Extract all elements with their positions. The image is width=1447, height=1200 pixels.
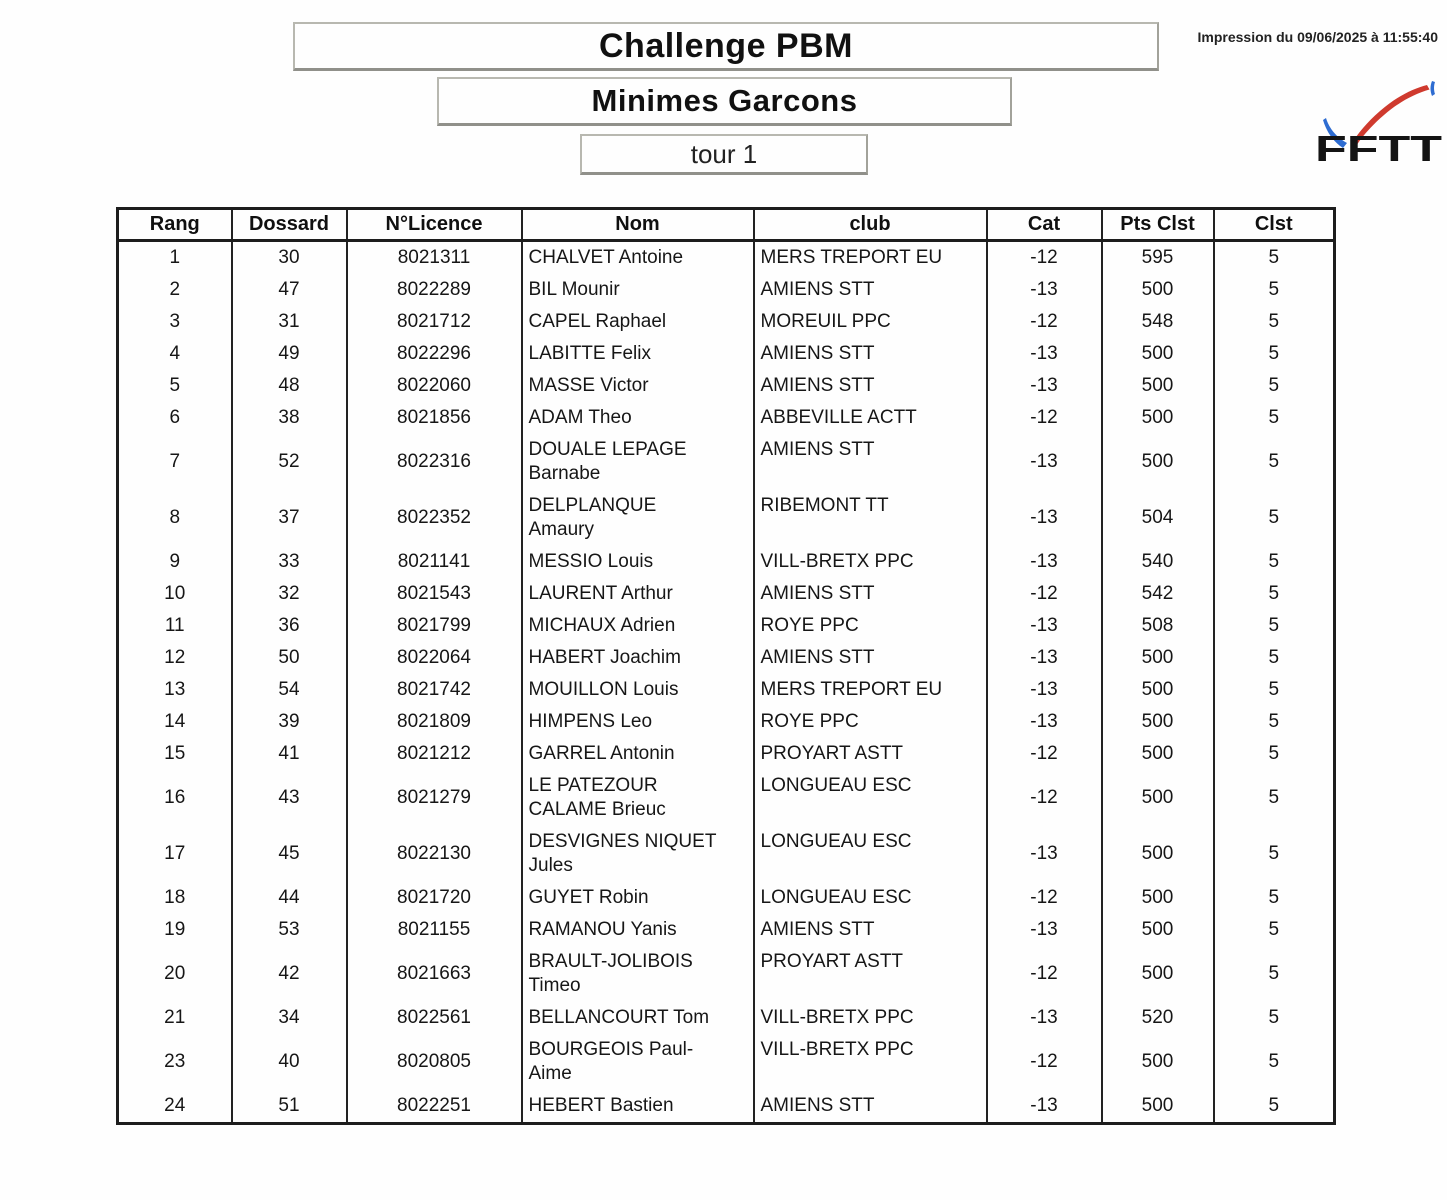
cell-licence: 8021212 [347, 738, 522, 770]
cell-dossard: 49 [232, 338, 347, 370]
subtitle-box [437, 77, 1012, 126]
table-row [118, 826, 1335, 882]
column-header-pts: Pts Clst [1102, 209, 1214, 241]
cell-clst: 5 [1214, 274, 1335, 306]
table-row [118, 610, 1335, 642]
cell-licence: 8022130 [347, 826, 522, 882]
cell-dossard: 38 [232, 402, 347, 434]
cell-rang: 20 [164, 963, 186, 984]
table-row [118, 490, 1335, 546]
cell-licence: 8022289 [347, 274, 522, 306]
cell-dossard: 44 [232, 882, 347, 914]
cell-dossard: 33 [232, 546, 347, 578]
cell-licence: 8021141 [347, 546, 522, 578]
cell-pts: 500 [1102, 274, 1214, 306]
cell-cat: -12 [987, 946, 1102, 1002]
cell-cat: -12 [987, 402, 1102, 434]
cell-nom: DELPLANQUE Amaury [522, 490, 754, 546]
cell-dossard: 45 [232, 826, 347, 882]
cell-clst: 5 [1214, 338, 1335, 370]
cell-dossard: 53 [232, 914, 347, 946]
cell-dossard: 43 [232, 770, 347, 826]
cell-dossard: 37 [232, 490, 347, 546]
print-timestamp: Impression du 09/06/2025 à 11:55:40 [1197, 29, 1438, 45]
cell-nom: LAURENT Arthur [522, 578, 754, 610]
cell-club: VILL-BRETX PPC [754, 1034, 987, 1090]
cell-pts: 500 [1102, 1034, 1214, 1090]
cell-rang: 9 [169, 551, 181, 572]
cell-rang: 13 [164, 679, 186, 700]
page-subtitle: Minimes Garcons [591, 83, 858, 118]
table-body [118, 241, 1335, 1124]
cell-cat: -12 [987, 882, 1102, 914]
cell-rang: 19 [164, 919, 186, 940]
column-header-clst: Clst [1214, 209, 1335, 241]
cell-cat: -13 [987, 434, 1102, 490]
cell-club: AMIENS STT [754, 578, 987, 610]
cell-club: ABBEVILLE ACTT [754, 402, 987, 434]
cell-pts: 500 [1102, 738, 1214, 770]
cell-rang: 4 [169, 343, 181, 364]
table-row [118, 914, 1335, 946]
title-box [293, 22, 1159, 71]
cell-licence: 8021856 [347, 402, 522, 434]
column-header-club: club [754, 209, 987, 241]
cell-licence: 8021712 [347, 306, 522, 338]
cell-rang: 3 [169, 311, 181, 332]
cell-club: RIBEMONT TT [754, 490, 987, 546]
cell-pts: 500 [1102, 674, 1214, 706]
cell-rang: 15 [164, 743, 186, 764]
cell-pts: 595 [1102, 241, 1214, 275]
cell-nom: CAPEL Raphael [522, 306, 754, 338]
cell-club: AMIENS STT [754, 370, 987, 402]
table-header [118, 209, 1335, 241]
cell-nom: GUYET Robin [522, 882, 754, 914]
cell-nom: DESVIGNES NIQUET Jules [522, 826, 754, 882]
table-row [118, 738, 1335, 770]
cell-clst: 5 [1214, 546, 1335, 578]
table-row [118, 882, 1335, 914]
cell-nom: ADAM Theo [522, 402, 754, 434]
cell-club: LONGUEAU ESC [754, 882, 987, 914]
cell-dossard: 51 [232, 1090, 347, 1124]
fftt-logo-icon [1314, 80, 1444, 164]
cell-club: LONGUEAU ESC [754, 770, 987, 826]
column-header-nom: Nom [522, 209, 754, 241]
cell-clst: 5 [1214, 826, 1335, 882]
table-row [118, 770, 1335, 826]
cell-cat: -13 [987, 1090, 1102, 1124]
cell-club: MOREUIL PPC [754, 306, 987, 338]
cell-nom: HIMPENS Leo [522, 706, 754, 738]
cell-club: MERS TREPORT EU [754, 241, 987, 275]
cell-pts: 500 [1102, 914, 1214, 946]
cell-licence: 8022352 [347, 490, 522, 546]
cell-licence: 8021543 [347, 578, 522, 610]
cell-club: PROYART ASTT [754, 738, 987, 770]
column-header-cat: Cat [987, 209, 1102, 241]
cell-nom: RAMANOU Yanis [522, 914, 754, 946]
cell-licence: 8022060 [347, 370, 522, 402]
cell-licence: 8022561 [347, 1002, 522, 1034]
cell-cat: -12 [987, 306, 1102, 338]
cell-clst: 5 [1214, 610, 1335, 642]
cell-cat: -13 [987, 338, 1102, 370]
cell-clst: 5 [1214, 674, 1335, 706]
cell-nom: HABERT Joachim [522, 642, 754, 674]
cell-cat: -13 [987, 914, 1102, 946]
table-row [118, 642, 1335, 674]
cell-pts: 500 [1102, 402, 1214, 434]
cell-cat: -13 [987, 610, 1102, 642]
cell-club: AMIENS STT [754, 274, 987, 306]
cell-rang: 2 [169, 279, 181, 300]
cell-clst: 5 [1214, 882, 1335, 914]
cell-cat: -13 [987, 490, 1102, 546]
cell-club: AMIENS STT [754, 1090, 987, 1124]
cell-pts: 500 [1102, 706, 1214, 738]
cell-licence: 8021155 [347, 914, 522, 946]
cell-club: LONGUEAU ESC [754, 826, 987, 882]
cell-club: ROYE PPC [754, 706, 987, 738]
cell-pts: 500 [1102, 1090, 1214, 1124]
fftt-logo [1314, 80, 1444, 164]
cell-dossard: 40 [232, 1034, 347, 1090]
cell-clst: 5 [1214, 1002, 1335, 1034]
cell-pts: 500 [1102, 434, 1214, 490]
cell-licence: 8022296 [347, 338, 522, 370]
cell-rang: 18 [164, 887, 186, 908]
table-row [118, 338, 1335, 370]
cell-cat: -12 [987, 738, 1102, 770]
cell-clst: 5 [1214, 706, 1335, 738]
cell-rang: 10 [164, 583, 186, 604]
cell-cat: -13 [987, 642, 1102, 674]
table-row [118, 546, 1335, 578]
table-row [118, 1034, 1335, 1090]
table-row [118, 241, 1335, 275]
cell-dossard: 48 [232, 370, 347, 402]
cell-dossard: 31 [232, 306, 347, 338]
table-row [118, 578, 1335, 610]
cell-rang: 5 [169, 375, 181, 396]
cell-nom: BRAULT-JOLIBOIS Timeo [522, 946, 754, 1002]
cell-dossard: 36 [232, 610, 347, 642]
cell-club: VILL-BRETX PPC [754, 546, 987, 578]
cell-nom: GARREL Antonin [522, 738, 754, 770]
cell-club: MERS TREPORT EU [754, 674, 987, 706]
cell-nom: LABITTE Felix [522, 338, 754, 370]
cell-pts: 548 [1102, 306, 1214, 338]
cell-licence: 8021311 [347, 241, 522, 275]
table-row [118, 946, 1335, 1002]
cell-nom: LE PATEZOUR CALAME Brieuc [522, 770, 754, 826]
cell-dossard: 42 [232, 946, 347, 1002]
cell-nom: BOURGEOIS Paul- Aime [522, 1034, 754, 1090]
table-row [118, 706, 1335, 738]
cell-dossard: 47 [232, 274, 347, 306]
cell-pts: 520 [1102, 1002, 1214, 1034]
cell-dossard: 54 [232, 674, 347, 706]
cell-clst: 5 [1214, 738, 1335, 770]
cell-cat: -12 [987, 1034, 1102, 1090]
cell-club: AMIENS STT [754, 434, 987, 490]
cell-pts: 500 [1102, 882, 1214, 914]
cell-pts: 540 [1102, 546, 1214, 578]
table-row [118, 1090, 1335, 1124]
cell-pts: 500 [1102, 770, 1214, 826]
cell-licence: 8021720 [347, 882, 522, 914]
table-row [118, 274, 1335, 306]
cell-cat: -13 [987, 1002, 1102, 1034]
cell-nom: BELLANCOURT Tom [522, 1002, 754, 1034]
cell-clst: 5 [1214, 490, 1335, 546]
cell-club: VILL-BRETX PPC [754, 1002, 987, 1034]
cell-dossard: 50 [232, 642, 347, 674]
cell-pts: 500 [1102, 642, 1214, 674]
cell-nom: MESSIO Louis [522, 546, 754, 578]
cell-club: AMIENS STT [754, 338, 987, 370]
cell-nom: MICHAUX Adrien [522, 610, 754, 642]
cell-rang: 1 [169, 247, 181, 268]
logo-wordmark: FFTT [1315, 128, 1443, 164]
cell-club: AMIENS STT [754, 914, 987, 946]
cell-licence: 8021663 [347, 946, 522, 1002]
cell-cat: -13 [987, 274, 1102, 306]
cell-clst: 5 [1214, 306, 1335, 338]
cell-cat: -12 [987, 241, 1102, 275]
cell-clst: 5 [1214, 1090, 1335, 1124]
cell-licence: 8021279 [347, 770, 522, 826]
round-label: tour 1 [690, 138, 758, 169]
cell-rang: 14 [164, 711, 186, 732]
logo-blue-accent [1431, 81, 1436, 96]
cell-clst: 5 [1214, 434, 1335, 490]
cell-cat: -12 [987, 578, 1102, 610]
cell-clst: 5 [1214, 578, 1335, 610]
cell-clst: 5 [1214, 370, 1335, 402]
cell-cat: -13 [987, 546, 1102, 578]
cell-licence: 8020805 [347, 1034, 522, 1090]
cell-dossard: 34 [232, 1002, 347, 1034]
page-title: Challenge PBM [599, 26, 853, 65]
cell-cat: -13 [987, 706, 1102, 738]
cell-dossard: 39 [232, 706, 347, 738]
cell-dossard: 32 [232, 578, 347, 610]
column-header-licence: N°Licence [347, 209, 522, 241]
table-row [118, 434, 1335, 490]
cell-cat: -13 [987, 370, 1102, 402]
cell-pts: 504 [1102, 490, 1214, 546]
cell-licence: 8022251 [347, 1090, 522, 1124]
table-row [118, 1002, 1335, 1034]
cell-dossard: 41 [232, 738, 347, 770]
cell-rang: 11 [164, 615, 185, 636]
cell-clst: 5 [1214, 946, 1335, 1002]
table-row [118, 402, 1335, 434]
cell-licence: 8022064 [347, 642, 522, 674]
cell-rang: 16 [164, 787, 186, 808]
cell-clst: 5 [1214, 770, 1335, 826]
cell-rang: 7 [169, 451, 181, 472]
column-header-dossard: Dossard [232, 209, 347, 241]
ranking-table-container [116, 207, 1336, 1125]
cell-rang: 24 [164, 1095, 186, 1116]
cell-pts: 508 [1102, 610, 1214, 642]
cell-club: ROYE PPC [754, 610, 987, 642]
cell-pts: 542 [1102, 578, 1214, 610]
table-row [118, 674, 1335, 706]
cell-rang: 23 [164, 1051, 186, 1072]
cell-licence: 8022316 [347, 434, 522, 490]
cell-clst: 5 [1214, 241, 1335, 275]
cell-rang: 12 [164, 647, 186, 668]
cell-nom: BIL Mounir [522, 274, 754, 306]
cell-rang: 21 [164, 1007, 186, 1028]
cell-licence: 8021809 [347, 706, 522, 738]
cell-licence: 8021799 [347, 610, 522, 642]
cell-clst: 5 [1214, 914, 1335, 946]
cell-clst: 5 [1214, 642, 1335, 674]
cell-rang: 17 [164, 843, 186, 864]
cell-clst: 5 [1214, 402, 1335, 434]
cell-nom: MASSE Victor [522, 370, 754, 402]
cell-club: AMIENS STT [754, 642, 987, 674]
table-row [118, 306, 1335, 338]
ranking-table [116, 207, 1336, 1125]
cell-dossard: 52 [232, 434, 347, 490]
cell-nom: HEBERT Bastien [522, 1090, 754, 1124]
cell-clst: 5 [1214, 1034, 1335, 1090]
round-box [580, 134, 868, 175]
cell-pts: 500 [1102, 826, 1214, 882]
cell-nom: DOUALE LEPAGE Barnabe [522, 434, 754, 490]
cell-nom: CHALVET Antoine [522, 241, 754, 275]
cell-cat: -13 [987, 674, 1102, 706]
cell-pts: 500 [1102, 946, 1214, 1002]
cell-club: PROYART ASTT [754, 946, 987, 1002]
cell-licence: 8021742 [347, 674, 522, 706]
table-row [118, 370, 1335, 402]
cell-cat: -12 [987, 770, 1102, 826]
cell-rang: 6 [169, 407, 181, 428]
cell-pts: 500 [1102, 338, 1214, 370]
cell-nom: MOUILLON Louis [522, 674, 754, 706]
cell-rang: 8 [169, 507, 181, 528]
column-header-rang: Rang [118, 209, 232, 241]
cell-pts: 500 [1102, 370, 1214, 402]
cell-dossard: 30 [232, 241, 347, 275]
cell-cat: -13 [987, 826, 1102, 882]
